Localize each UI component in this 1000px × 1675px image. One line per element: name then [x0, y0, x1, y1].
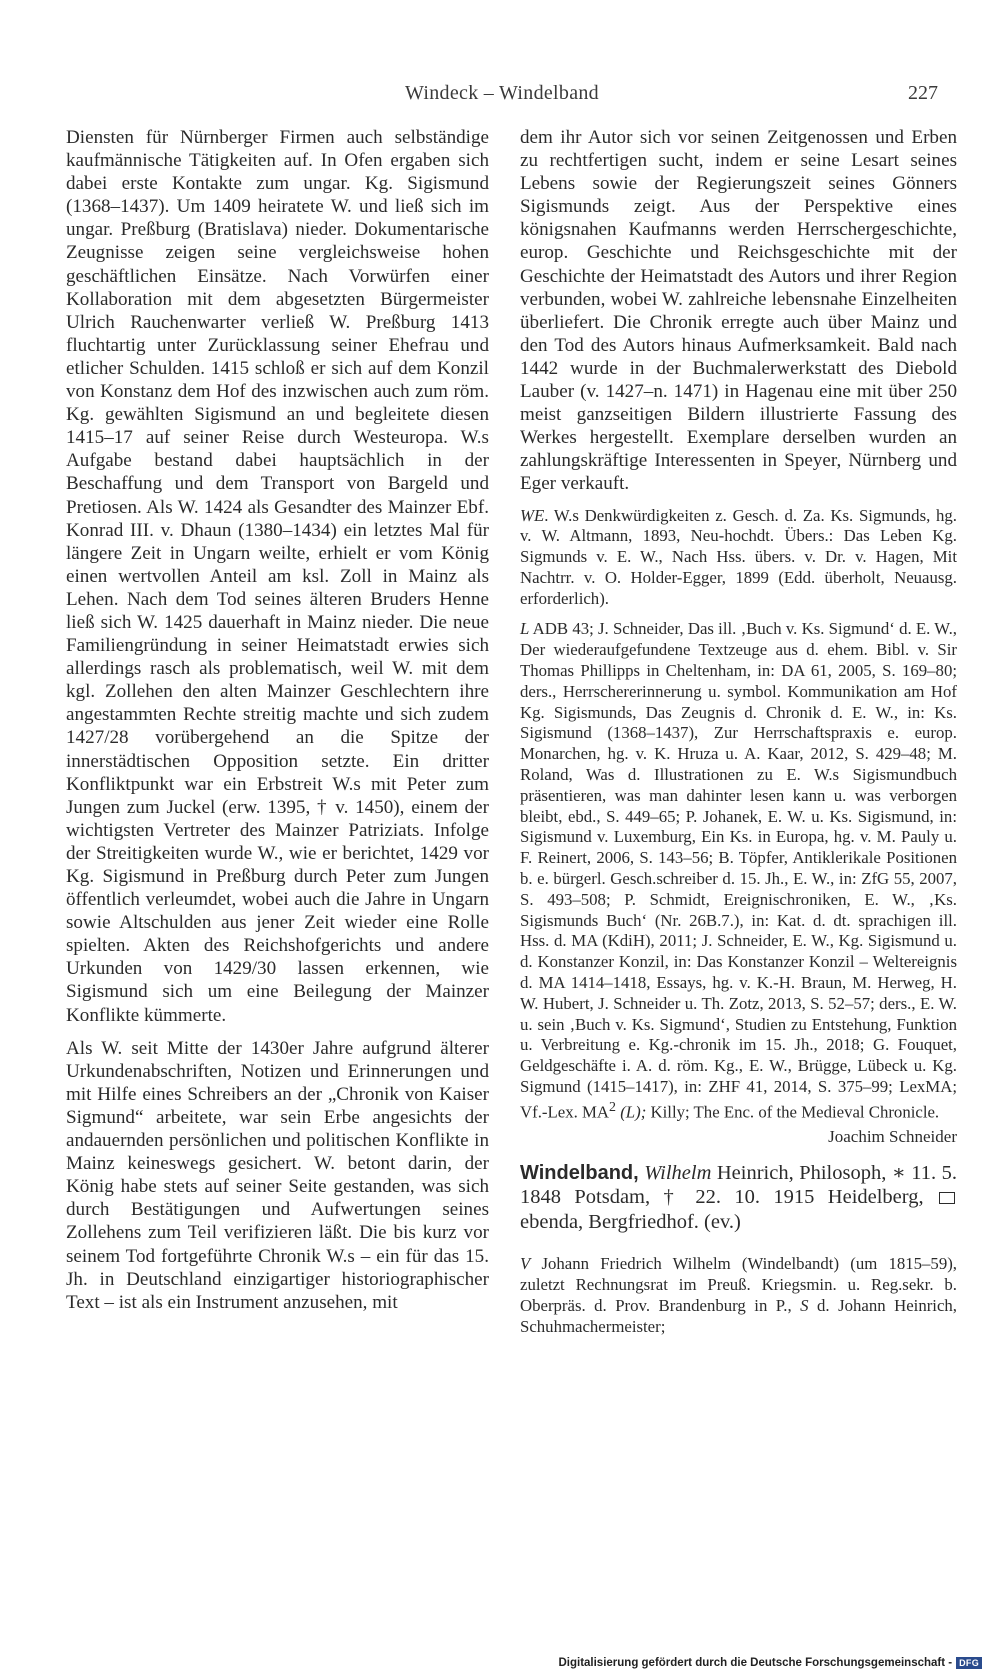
- edition-superscript: 2: [609, 1099, 617, 1115]
- running-head: Windeck – Windelband: [405, 82, 599, 104]
- father-label: V: [520, 1254, 531, 1274]
- page-number: 227: [908, 82, 938, 104]
- works-text: . W.s Denkwürdigkeiten z. Gesch. d. Za. Ks. Sigmunds, hg. v. W. Altmann, 1893, Neu-hochdt. Übers.: Das Leben Kg. Sigmunds v. E. W., Nach Hss. übers. v. Dr. v. Hagen, Mit Nachtrr. v. O. Holder-Egger, 1899 (Edd. überholt, Neuausg. erforderlich).: [520, 505, 957, 608]
- burial-icon: [939, 1192, 955, 1204]
- left-column: [66, 126, 489, 1314]
- body-paragraph: dem ihr Autor sich vor seinen Zeitgenossen und Erben zu rechtfertigen sucht, indem er seine Lesart seines Lebens sowie der Regierungszeit seines Gönners Sigismunds zeigt. Aus der Perspektive eines königsnahen Kaufmanns werden Herrschergeschichte, europ. Geschichte und Reichsgeschichte mit der Geschichte der Heimatstadt des Autors und ihrer Region verbunden, wobei W. zahlreiche lebensnahe Einzelheiten überliefert. Die Chronik erregte auch über Mainz und den Tod des Autors hinaus Aufmerksamkeit. Bald nach 1442 wurde in der Buchmalerwerkstatt des Diebold Lauber (v. 1427–n. 1471) in Hagenau eine mit über 250 meist ganzseitigen Bildern illustrierte Fassung des Werkes hergestellt. Exemplare derselben wurden an zahlungskräftige Interessenten in Speyer, Nürnberg und Eger verkauft.: [520, 127, 957, 495]
- literature-tail: Killy; The Enc. of the Medieval Chronicle.: [646, 1102, 940, 1122]
- entry-burial: ebenda, Bergfriedhof. (ev.): [520, 1210, 741, 1233]
- right-column: [520, 126, 957, 1338]
- entry-lemma: Windelband,: [520, 1162, 639, 1185]
- literature-italic: (L);: [616, 1102, 647, 1122]
- parents-section: [520, 1254, 957, 1337]
- digitization-footer: [558, 1657, 982, 1669]
- author-signature: Joachim Schneider: [828, 1127, 957, 1147]
- literature-text: ADB 43; J. Schneider, Das ill. ‚Buch v. Ks. Sigmund‘ d. E. W., Der wiederaufgefundene Textzeuge aus d. ehem. Bibl. v. Sir Thomas Phillipps in Cheltenham, in: DA 61, 2005, S. 169–80; ders., Herrschererinnerung u. symbol. Kommunikation am Hof Kg. Sigismunds, Das Zeugnis d. Chronik d. E. W., in: Ks. Sigismund (1368–1437), Zur Herrschaftspraxis e. europ. Monarchen, hg. v. K. Hruza u. A. Kaar, 2012, S. 429–48; M. Roland, Was d. Illustrationen zu E. W.s Sigismundbuch präsentieren, was man dahinter lesen kann u. was verborgen bleibt, ebd., S. 449–65; P. Johanek, E. W. u. Ks. Sigismund, in: Sigismund v. Luxemburg, Ein Ks. in Europa, hg. v. M. Pauly u. F. Reinert, 2006, S. 143–56; B. Töpfer, Antiklerikale Positionen b. e. bürgerl. Gesch.schreiber d. 15. Jh., E. W., in: ZfG 55, 2007, S. 493–508; P. Schmidt, Ereignischroniken, E. W., ‚Ks. Sigismunds Buch‘ (Nr. 26B.7.), in: Kat. d. dt. sprachigen ill. Hss. d. MA (KdiH), 2011; J. Schneider, E. W., Kg. Sigismund u. d. Konstanzer Konzil, in: Das Konstanzer Konzil – Weltereignis d. MA 1414–1418, Essays, hg. v. K.-H. Braun, M. Herweg, H. W. Hubert, J. Schneider u. Th. Zotz, 2013, S. 52–57; ders., E. W. u. sein ‚Buch v. Ks. Sigmund‘, Studien zu Entstehung, Funktion u. Verbreitung e. Kg.-chronik im 15. Jh., 2018; G. Fouquet, Geldgeschäfte i. A. d. röm. Kg., E. W., Brügge, Lübeck u. Kg. Sigmund (1415–1417), in: ZHF 41, 2014, S. 375–99; LexMA; Vf.-Lex. MA: [520, 619, 957, 1122]
- footer-text: Digitalisierung gefördert durch die Deutsche Forschungsgemeinschaft -: [558, 1657, 953, 1669]
- page-header: [66, 82, 938, 110]
- body-paragraph: Diensten für Nürnberger Firmen auch selbständige kaufmännische Tätigkeiten auf. In Ofen ergaben sich dabei erste Kontakte zum ungar. Kg. Sigismund (1368–1437). Um 1409 heiratete W. und ließ sich im ungar. Preßburg (Bratislava) nieder. Dokumentarische Zeugnisse zeigen seine vergleichsweise hohen geschäftlichen Einsätze. Nach Vorwürfen einer Kollaboration mit dem abgesetzten Bürgermeister Ulrich Rauchenwarter verließ W. Preßburg 1413 fluchtartig unter Zurücklassung seiner Ehefrau und etlicher Schulden. 1415 schloß er sich auf dem Konzil von Konstanz dem Hof des inzwischen auch zum röm. Kg. gewählten Sigismund an und begleitete diesen 1415–17 auf seiner Reise durch Westeuropa. W.s Aufgabe bestand dabei hauptsächlich in der Beschaffung und dem Transport von Bargeld und Pretiosen. Als W. 1424 als Gesandter des Mainzer Ebf. Konrad III. v. Dhaun (1380–1434) ein letztes Mal für längere Zeit in Ungarn weilte, erhielt er vom König einen wertvollen Anteil am ksl. Zoll in Mainz als Lehen. Nach dem Tod seines älteren Bruders Henne ließ sich W. 1425 dauerhaft in Mainz nieder. Die neue Familiengründung in seiner Heimatstadt erwies sich allerdings rasch als problematisch, weil W. mit dem kgl. Zollehen den alten Mainzer Geschlechtern ihre angestammten Rechte streitig machte und sich zudem 1427/28 vorübergehend an die Spitze der innerstädtischen Opposition setzte. Ein dritter Konfliktpunkt war ein Erbstreit W.s mit Peter zum Jungen zum Juckel (erw. 1395, † v. 1450), einem der wichtigsten Vertreter des Mainzer Patriziats. Infolge der Streitigkeiten wurde W., wie er berichtet, 1429 vor Kg. Sigismund in Preßburg durch Peter zum Jungen öffentlich verleumdet, wobei auch die Jahre in Ungarn sowie Altschulden aus jener Zeit wieder eine Rolle spielten. Akten des Reichshofgerichts und andere Urkunden von 1429/30 lassen erkennen, wie Sigismund sich um eine Beilegung der Mainzer Konflikte kümmerte.: [66, 127, 489, 1026]
- entry-heading: [520, 1161, 957, 1234]
- son-label: S: [791, 1295, 809, 1315]
- dfg-logo: DFG: [956, 1657, 982, 1669]
- works-label: WE: [520, 505, 545, 525]
- body-paragraph: Als W. seit Mitte der 1430er Jahre aufgrund älterer Urkundenabschriften, Notizen und Erinnerungen und mit Hilfe eines Schreibers an der „Chronik von Kaiser Sigmund“ arbeitete, war sein Erbe angesichts der andauernden persönlichen und politischen Konflikte in Mainz keineswegs gesichert. W. betont darin, der König habe stets auf seiner Seite gestanden, was sich durch Bestätigungen und Aufwertungen seines Zollehens zum Teil verifizieren läßt. Die bis kurz vor seinem Tod fortgeführte Chronik W.s – ein für das 15. Jh. in Deutschland einzigartiger historiographischer Text – ist als ein Instrument anzusehen, mit: [66, 1037, 489, 1313]
- literature-label: L: [520, 619, 530, 639]
- entry-given-name: Wilhelm: [638, 1162, 712, 1185]
- son-text: d. Johann Heinrich, Schuhmachermeister;: [520, 1295, 957, 1336]
- literature-section: [520, 619, 957, 1123]
- entry-dates: Heinrich, Philosoph, ∗ 11. 5. 1848 Potsdam, † 22. 10. 1915 Heidelberg,: [520, 1162, 958, 1209]
- father-text: Johann Friedrich Wilhelm (Windelbandt) (um 1815–59), zuletzt Rechnungsrat im Preuß. Kriegsmin. u. Reg.sekr. b. Oberpräs. d. Prov. Brandenburg in P.,: [520, 1254, 957, 1315]
- works-section: [520, 506, 957, 610]
